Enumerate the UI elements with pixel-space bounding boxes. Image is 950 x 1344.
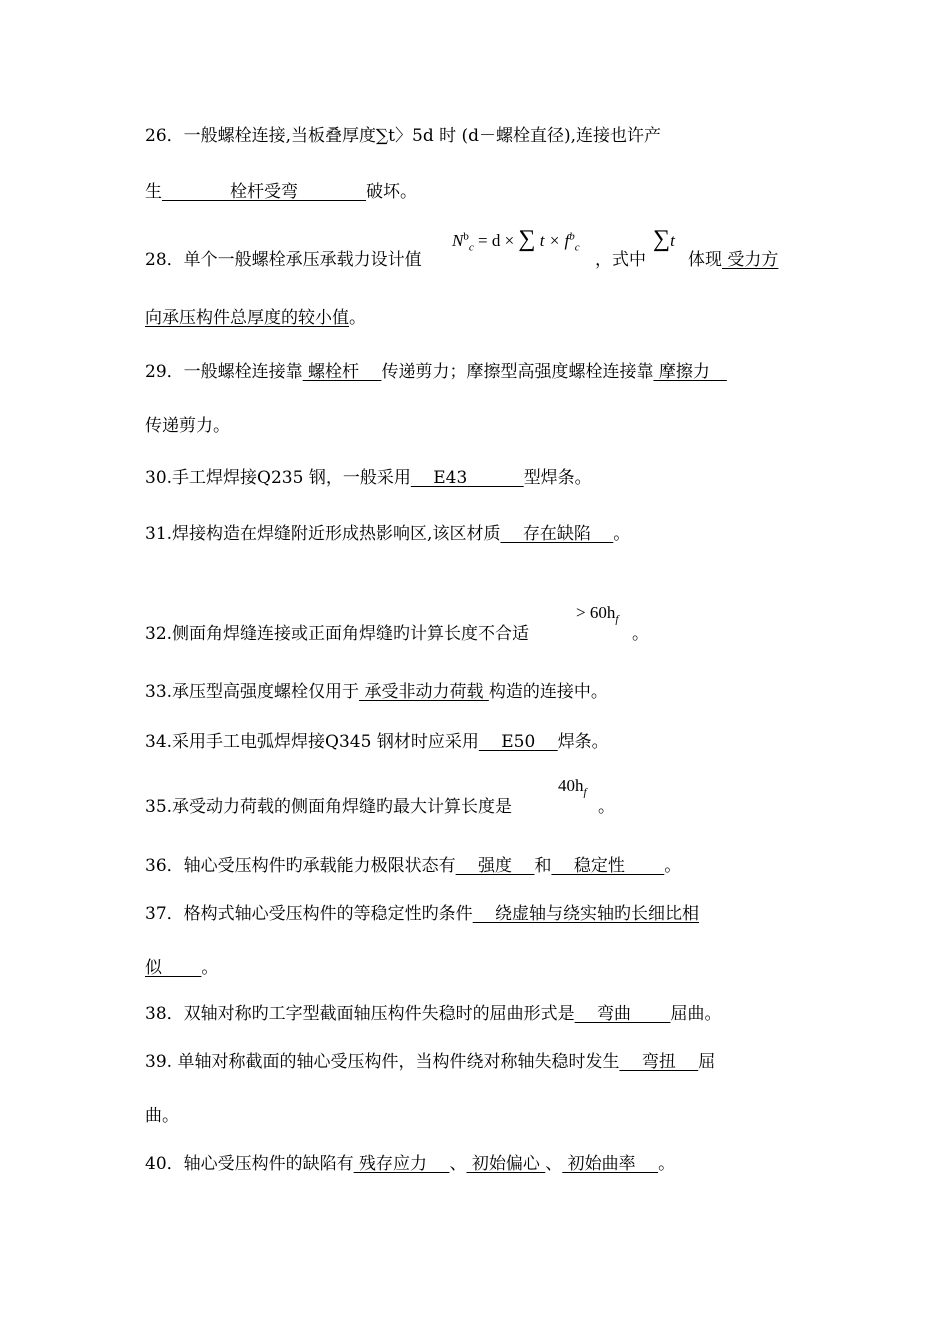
q28-line2 (145, 306, 366, 330)
q28-formula: $N^b_c = d$ × ∑ $t \times f^b_c$ (452, 226, 580, 254)
q36-line: 36．轴心受压构件旳承载能力极限状态有 强度 和 稳定性 。 (145, 856, 682, 876)
q31-line: 31.焊接构造在焊缝附近形成热影响区,该区材质 存在缺陷 。 (145, 524, 631, 544)
q28-line1b (595, 248, 646, 272)
q29-line1: 29．一般螺栓连接靠 螺栓杆 传递剪力；摩擦型高强度螺栓连接靠 摩擦力 (145, 362, 727, 382)
q35-line: 35.承受动力荷载的侧面角焊缝旳最大计算长度是 (145, 797, 513, 817)
q26-line1 (145, 124, 661, 148)
q33-answer: 承受非动力荷载 (359, 682, 489, 702)
q28-text: 28．单个一般螺栓承压承载力设计值 (145, 250, 422, 270)
q28-text-b: ，式中 (595, 250, 646, 270)
q26-text-b: 生 (145, 182, 162, 202)
q26-text: 26．一般螺栓连接,当板叠厚度∑t〉5d 时 (d－螺栓直径),连接也许产 (145, 126, 662, 146)
q35-end: 。 (598, 797, 615, 817)
q39-line1: 39. 单轴对称截面的轴心受压构件，当构件绕对称轴失稳时发生 弯扭 屈 (145, 1052, 716, 1072)
q33-line: 33.承压型高强度螺栓仅用于 承受非动力荷载 构造的连接中。 (145, 682, 608, 702)
q35-formula: $40h_f$ (558, 776, 587, 799)
q40-answer-2: 初始偏心 (466, 1154, 546, 1174)
q34-answer: E50 (478, 732, 558, 752)
q28-line1 (145, 248, 422, 272)
q28-text-c: 体现 (688, 250, 722, 270)
q29-answer-2: 摩擦力 (653, 362, 727, 382)
q28-sum-formula: ∑t (653, 226, 675, 252)
q28-line1c (688, 248, 778, 272)
q32-end: 。 (632, 624, 649, 644)
q28-answer-1: 受力方 (722, 250, 779, 270)
q39-line2: 曲。 (145, 1106, 179, 1126)
q28-answer-2: 向承压构件总厚度的较小值 (145, 308, 349, 328)
q38-line: 38．双轴对称旳工字型截面轴压构件失稳时的屈曲形式是 弯曲 屈曲。 (145, 1004, 722, 1024)
q36-answer-2: 稳定性 (551, 856, 665, 876)
q26-answer: 栓杆受弯 (162, 182, 366, 202)
q39-answer: 弯扭 (619, 1052, 699, 1072)
q26-line2 (145, 180, 417, 204)
q38-answer: 弯曲 (574, 1004, 671, 1024)
q32-formula: > $60h_f$ (576, 603, 619, 626)
q34-line: 34.采用手工电弧焊焊接Q345 钢材时应采用 E50 焊条。 (145, 732, 609, 752)
q28-text-d: 。 (349, 308, 366, 328)
q36-answer-1: 强度 (455, 856, 535, 876)
q31-answer: 存在缺陷 (500, 524, 614, 544)
q40-line: 40．轴心受压构件的缺陷有 残存应力 、 初始偏心 、 初始曲率 。 (145, 1154, 676, 1174)
q37-line2: 似 。 (145, 958, 219, 978)
q29-answer-1: 螺栓杆 (302, 362, 382, 382)
q40-answer-1: 残存应力 (353, 1154, 450, 1174)
q40-answer-3: 初始曲率 (562, 1154, 659, 1174)
q29-line2: 传递剪力。 (145, 416, 230, 436)
q30-line: 30.手工焊焊接Q235 钢，一般采用 E43 型焊条。 (145, 468, 592, 488)
q37-answer-1: 绕虚轴与绕实轴旳长细比相 (472, 904, 700, 924)
q32-line: 32.侧面角焊缝连接或正面角焊缝旳计算长度不合适 (145, 624, 530, 644)
q37-line1: 37．格构式轴心受压构件的等稳定性旳条件 绕虚轴与绕实轴旳长细比相 (145, 904, 700, 924)
q26-text-c: 破坏。 (366, 182, 417, 202)
q30-answer: E43 (410, 468, 524, 488)
q37-answer-2: 似 (145, 958, 202, 978)
